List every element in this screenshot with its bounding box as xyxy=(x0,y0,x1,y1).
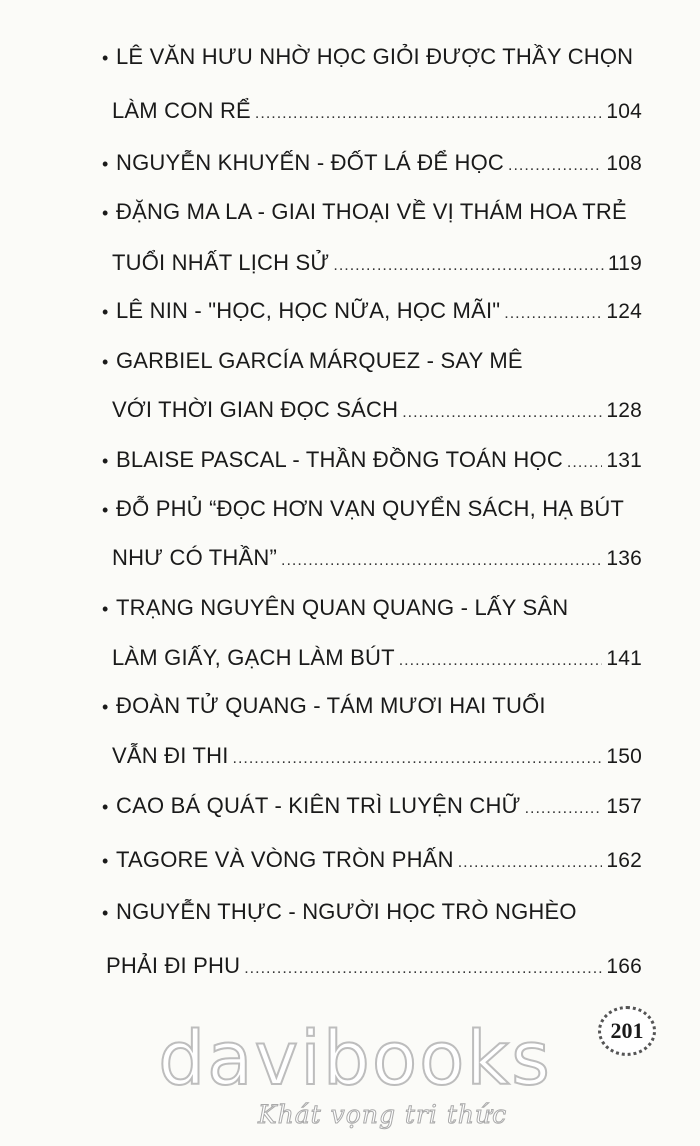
toc-entry-text: NGUYỄN THỰC - NGƯỜI HỌC TRÒ NGHÈO xyxy=(116,899,577,924)
toc-entry-title xyxy=(102,150,642,176)
toc-entry-text: TRẠNG NGUYÊN QUAN QUANG - LẤY SÂN xyxy=(116,595,569,620)
toc-entry-continuation xyxy=(112,743,642,769)
toc-entry-title xyxy=(102,899,642,925)
toc-entry-text: PHẢI ĐI PHU xyxy=(106,953,241,978)
bullet-icon: • xyxy=(102,851,109,871)
leader-dots xyxy=(233,750,603,768)
leader-dots xyxy=(508,157,602,175)
toc-page-number: 108 xyxy=(606,152,642,175)
toc-page-number: 128 xyxy=(606,399,642,422)
toc-entry-title xyxy=(102,447,642,473)
toc-entry-text: NHƯ CÓ THẦN” xyxy=(112,545,278,570)
toc-entry-continuation xyxy=(112,645,642,671)
toc-entry-continuation xyxy=(112,98,642,124)
bullet-icon: • xyxy=(102,903,109,923)
toc-entry-text: TUỔI NHẤT LỊCH SỬ xyxy=(112,250,330,275)
toc-entry-title xyxy=(102,693,642,719)
toc-entry-title xyxy=(102,298,642,324)
toc-entry-text: VỚI THỜI GIAN ĐỌC SÁCH xyxy=(112,397,399,422)
bullet-icon: • xyxy=(102,352,109,372)
leader-dots xyxy=(504,305,602,323)
toc-page-number: 136 xyxy=(606,547,642,570)
bullet-icon: • xyxy=(102,599,109,619)
toc-entry-text: LÀM CON RỂ xyxy=(112,98,251,123)
leader-dots xyxy=(244,960,602,978)
toc-entry-text: TAGORE VÀ VÒNG TRÒN PHẤN xyxy=(116,847,454,872)
toc-entry-title xyxy=(102,595,642,621)
toc-page-number: 104 xyxy=(606,100,642,123)
bullet-icon: • xyxy=(102,451,109,471)
toc-entry-title xyxy=(102,847,642,873)
toc-entry-text: NGUYỄN KHUYẾN - ĐỐT LÁ ĐỂ HỌC xyxy=(116,150,505,175)
bullet-icon: • xyxy=(102,48,109,68)
toc-page-number: 141 xyxy=(606,647,642,670)
toc-entry-continuation xyxy=(112,397,642,423)
toc-entry-text: ĐỖ PHỦ “ĐỌC HƠN VẠN QUYỂN SÁCH, HẠ BÚT xyxy=(116,496,625,521)
watermark-tagline: Khát vọng tri thức xyxy=(258,1100,508,1129)
bullet-icon: • xyxy=(102,797,109,817)
leader-dots xyxy=(255,105,602,123)
toc-page-number: 157 xyxy=(606,795,642,818)
toc-entry-title xyxy=(102,199,642,225)
toc-entry-title xyxy=(102,44,642,70)
leader-dots xyxy=(458,854,603,872)
bullet-icon: • xyxy=(102,203,109,223)
leader-dots xyxy=(281,552,602,570)
toc-entry-title xyxy=(102,496,642,522)
toc-page-number: 162 xyxy=(606,849,642,872)
bullet-icon: • xyxy=(102,302,109,322)
leader-dots xyxy=(567,454,602,472)
toc-entry-text: CAO BÁ QUÁT - KIÊN TRÌ LUYỆN CHỮ xyxy=(116,793,521,818)
leader-dots xyxy=(333,257,604,275)
leader-dots xyxy=(525,800,603,818)
leader-dots xyxy=(399,652,603,670)
bullet-icon: • xyxy=(102,500,109,520)
toc-entry-text: LÊ NIN - "HỌC, HỌC NỮA, HỌC MÃI" xyxy=(116,298,501,323)
watermark-brand: davibooks xyxy=(158,1016,552,1102)
toc-entry-continuation xyxy=(106,953,642,979)
bullet-icon: • xyxy=(102,697,109,717)
leader-dots xyxy=(402,404,602,422)
toc-page-number: 166 xyxy=(606,955,642,978)
toc-entry-text: GARBIEL GARCÍA MÁRQUEZ - SAY MÊ xyxy=(116,348,523,373)
toc-page-number: 131 xyxy=(606,449,642,472)
toc-entry-title xyxy=(102,793,642,819)
page-number-badge: 201 xyxy=(598,1006,656,1056)
toc-entry-text: ĐẶNG MA LA - GIAI THOẠI VỀ VỊ THÁM HOA TRẺ xyxy=(116,199,627,224)
toc-entry-title xyxy=(102,348,642,374)
toc-page-number: 150 xyxy=(606,745,642,768)
toc-entry-continuation xyxy=(112,250,642,276)
toc-entry-text: LÀM GIẤY, GẠCH LÀM BÚT xyxy=(112,645,395,670)
bullet-icon: • xyxy=(102,154,109,174)
toc-entry-text: LÊ VĂN HƯU NHỜ HỌC GIỎI ĐƯỢC THẦY CHỌN xyxy=(116,44,634,69)
toc-entry-continuation xyxy=(112,545,642,571)
toc-entry-text: ĐOÀN TỬ QUANG - TÁM MƯƠI HAI TUỔI xyxy=(116,693,546,718)
toc-page-number: 124 xyxy=(606,300,642,323)
toc-entry-text: BLAISE PASCAL - THẦN ĐỒNG TOÁN HỌC xyxy=(116,447,563,472)
toc-entry-text: VẪN ĐI THI xyxy=(112,743,229,768)
toc-page-number: 119 xyxy=(607,252,642,275)
